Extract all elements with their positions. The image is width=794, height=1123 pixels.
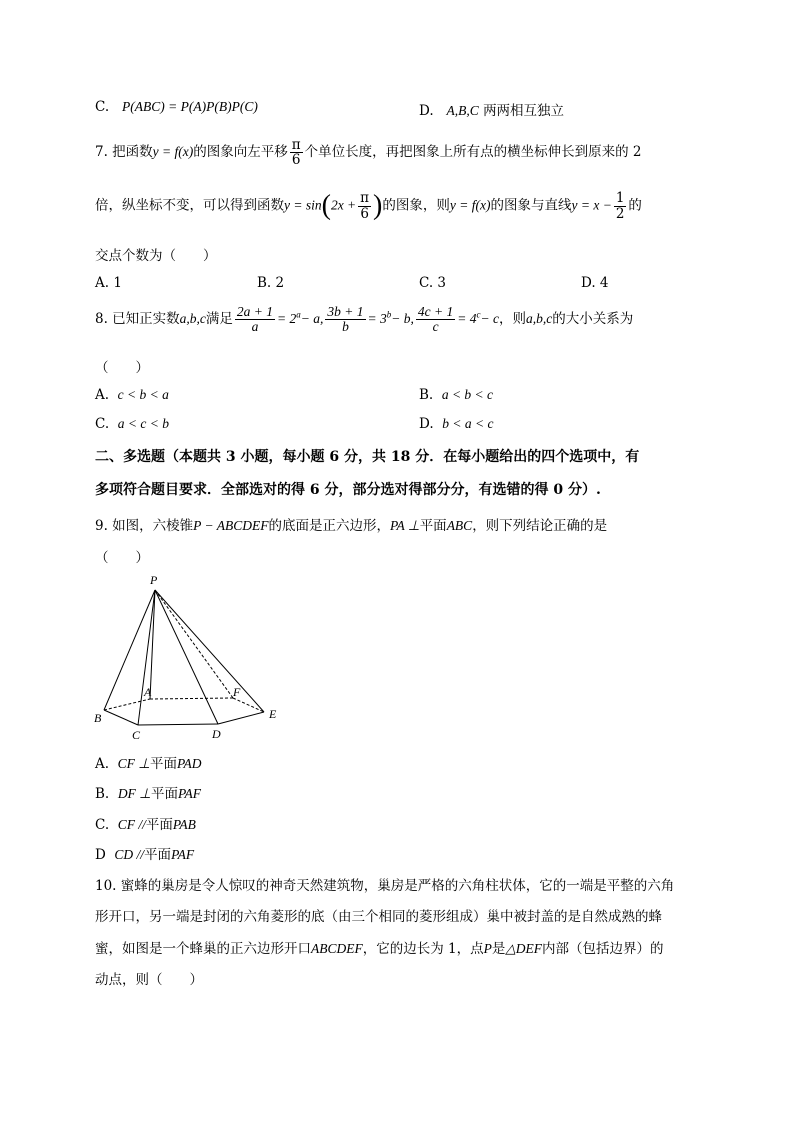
q8-frac-3-den: c — [432, 319, 439, 335]
q8-option-b — [419, 387, 493, 403]
q10-is: 是 — [491, 941, 506, 957]
edge-pd — [155, 590, 218, 724]
q8-eq-3-exp: c — [476, 309, 481, 320]
q7-left-paren: ( — [321, 190, 331, 221]
edge-de — [218, 712, 264, 724]
q7-function-2: y = f(x) — [449, 197, 491, 213]
q8-then: ，则 — [499, 311, 527, 328]
edge-pf — [155, 590, 233, 698]
q9-option-a-pre: CF ⊥ — [117, 756, 151, 771]
q9-post: ，则下列结论正确的是 — [472, 518, 608, 534]
q7-option-b: B. 2 — [257, 275, 285, 291]
vertex-label-p: P — [150, 573, 158, 587]
q9-option-c-post: PAB — [172, 817, 196, 832]
q9-option-a-plane: 平面 — [150, 756, 178, 772]
vertex-label-f: F — [233, 685, 241, 699]
q10-line3 — [95, 937, 664, 957]
q8-eq-3-tail: − c — [480, 311, 500, 327]
q8-eq-3 — [457, 311, 499, 326]
q7-text-stretch: 个单位长度，再把图象上所有点的横坐标伸长到原来的 2 — [304, 144, 642, 161]
q9-option-d — [95, 843, 194, 863]
q7-pi-over-6 — [290, 138, 303, 167]
q7-half-num: 1 — [615, 190, 625, 207]
q10-line4: 动点，则（ ） — [95, 972, 203, 988]
q8-option-c-expr: a < c < b — [117, 416, 169, 431]
q8-frac-2 — [325, 305, 365, 334]
q8-stem — [95, 305, 633, 334]
q9-option-d-pre: CD // — [114, 847, 145, 862]
q8-option-c-label: C. — [95, 416, 110, 432]
q7-option-a: A. 1 — [95, 275, 122, 291]
edge-bc — [104, 710, 138, 725]
q7-line1 — [95, 138, 642, 167]
q10-line2: 形开口，另一端是封闭的六角菱形的底（由三个相同的菱形组成）巢中被封盖的是自然成熟的蜂 — [95, 909, 662, 925]
q8-frac-2-num: 3b + 1 — [327, 304, 364, 319]
q9-option-b-label: B. — [95, 786, 110, 802]
q8-frac-3 — [416, 305, 455, 334]
q9-option-a-label: A. — [95, 756, 110, 772]
q7-line3: 交点个数为（ ） — [95, 248, 217, 264]
q8-eq-2-tail: − b, — [391, 311, 414, 327]
q9-stem — [95, 514, 607, 534]
edge-pe — [155, 590, 264, 712]
edge-fe — [233, 698, 264, 712]
q9-paren: （ ） — [95, 550, 149, 566]
edge-cd — [138, 724, 218, 725]
q8-option-d-expr: b < a < c — [442, 416, 494, 431]
q9-option-c-pre: CF // — [117, 817, 146, 832]
q9-plane: ABC — [446, 518, 473, 533]
q9-option-b-post: PAF — [177, 786, 201, 801]
q7-right-paren: ) — [373, 190, 383, 221]
q8-frac-1-den: a — [251, 319, 259, 335]
q9-option-b — [95, 782, 201, 802]
q10-hexagon: ABCDEF — [311, 941, 363, 956]
q7-prefix: 7. 把函数 — [95, 144, 153, 161]
q8-post-vars: a,b,c — [526, 311, 553, 327]
q7-sin-inner: 2x + — [330, 197, 357, 213]
q7-line-expr: y = x − — [571, 197, 612, 213]
q10-triangle: △DEF — [505, 941, 543, 956]
q6-option-d-text: 两两相互独立 — [483, 103, 565, 119]
q9-perp: PA ⊥ — [390, 518, 420, 533]
vertex-label-b: B — [94, 711, 102, 725]
q7-text-de: 的 — [628, 197, 642, 214]
q7-half — [614, 191, 627, 220]
q7-pi-den: 6 — [291, 152, 301, 169]
q10-line1: 10. 蜜蜂的巢房是令人惊叹的神奇天然建筑物，巢房是严格的六角柱状体，它的一端是平整的六角 — [95, 878, 675, 894]
q7-text-graph: 的图象，则 — [382, 197, 450, 214]
q7-text-line: 的图象与直线 — [490, 197, 572, 214]
q9-plane-word: 平面 — [419, 518, 447, 534]
q7-text-shift: 的图象向左平移 — [193, 144, 288, 161]
q9-option-c-label: C. — [95, 817, 110, 833]
q8-eq-2 — [368, 311, 414, 326]
q8-frac-1-num: 2a + 1 — [236, 304, 274, 319]
q9-option-b-pre: DF ⊥ — [117, 786, 151, 801]
q9-option-d-plane: 平面 — [144, 847, 172, 863]
q8-option-a — [95, 387, 169, 403]
q8-option-c — [95, 416, 169, 432]
q8-satisfy: 满足 — [205, 311, 233, 328]
q6-option-d — [419, 99, 564, 119]
q9-option-a — [95, 752, 202, 772]
vertex-label-c: C — [132, 728, 141, 742]
q7-sin: y = sin — [284, 197, 322, 213]
q7-text-get: 倍，纵坐标不变，可以得到函数 — [95, 197, 284, 214]
q9-option-d-label: D — [95, 847, 106, 863]
q10-line3-post: 内部（包括边界）的 — [542, 941, 664, 957]
q7-sin-frac-num: π — [360, 190, 370, 207]
q7-option-d: D. 4 — [581, 275, 609, 291]
q6-option-c-label: C. — [95, 99, 110, 115]
q8-paren: （ ） — [95, 360, 149, 376]
q7-sin-frac-den: 6 — [360, 205, 369, 222]
edge-ba — [104, 699, 150, 710]
edge-af — [150, 698, 233, 699]
q8-option-b-expr: a < b < c — [441, 387, 494, 402]
q6-option-c-expr: P(ABC) = P(A)P(B)P(C) — [122, 99, 258, 114]
q8-frac-1 — [235, 305, 275, 334]
q9-option-a-post: PAD — [177, 756, 202, 771]
q9-base-text: 的底面是正六边形， — [268, 518, 391, 534]
q7-sin-frac — [358, 191, 371, 220]
q8-option-a-label: A. — [95, 387, 110, 403]
q10-side-length: ，它的边长为 1，点 — [362, 941, 484, 957]
section2-heading-line2: 多项符合题目要求．全部选对的得 6 分，部分选对得部分分，有选错的得 0 分）. — [95, 482, 601, 498]
q7-function: y = f(x) — [152, 144, 194, 160]
q9-option-d-post: PAF — [171, 847, 195, 862]
q8-frac-3-num: 4c + 1 — [417, 304, 454, 319]
q9-pyramid-figure — [88, 568, 288, 748]
q8-frac-2-den: b — [342, 319, 349, 335]
q7-line2 — [95, 190, 642, 222]
q10-point-p: P — [483, 941, 492, 956]
q8-eq-1-base: = 2 — [277, 311, 297, 327]
q8-eq-1-exp: a — [296, 309, 301, 320]
q8-option-a-expr: c < b < a — [117, 387, 169, 402]
q8-eq-3-base: = 4 — [457, 311, 477, 327]
q6-option-d-vars: A,B,C — [446, 103, 479, 118]
q6-option-c — [95, 99, 258, 115]
q9-pyramid: P − ABCDEF — [193, 518, 269, 533]
q8-option-b-label: B. — [419, 387, 434, 403]
q8-option-d-label: D. — [419, 416, 434, 432]
q7-half-den: 2 — [615, 205, 625, 222]
q10-line3-pre: 蜜，如图是一个蜂巢的正六边形开口 — [95, 941, 311, 957]
q8-eq-1 — [277, 311, 323, 326]
q9-option-c — [95, 813, 196, 833]
q8-prefix: 8. 已知正实数 — [95, 311, 180, 328]
q9-option-b-plane: 平面 — [150, 786, 178, 802]
q9-option-c-plane: 平面 — [145, 817, 173, 833]
q9-prefix: 9. 如图，六棱锥 — [95, 518, 194, 534]
vertex-label-d: D — [212, 727, 221, 741]
q8-eq-2-exp: b — [386, 309, 392, 320]
vertex-label-a: A — [144, 685, 152, 699]
q7-option-c: C. 3 — [419, 275, 447, 291]
q7-pi-num: π — [291, 137, 301, 153]
q6-option-d-label: D. — [419, 103, 434, 119]
q8-vars: a,b,c — [179, 311, 206, 327]
q8-eq-2-base: = 3 — [367, 311, 387, 327]
section2-heading-line1: 二、多选题（本题共 3 小题，每小题 6 分，共 18 分．在每小题给出的四个选项中，有 — [95, 449, 640, 465]
q8-option-d — [419, 416, 493, 432]
vertex-label-e: E — [269, 707, 277, 721]
q8-eq-1-tail: − a, — [300, 311, 324, 327]
q8-relation: 的大小关系为 — [552, 311, 634, 328]
